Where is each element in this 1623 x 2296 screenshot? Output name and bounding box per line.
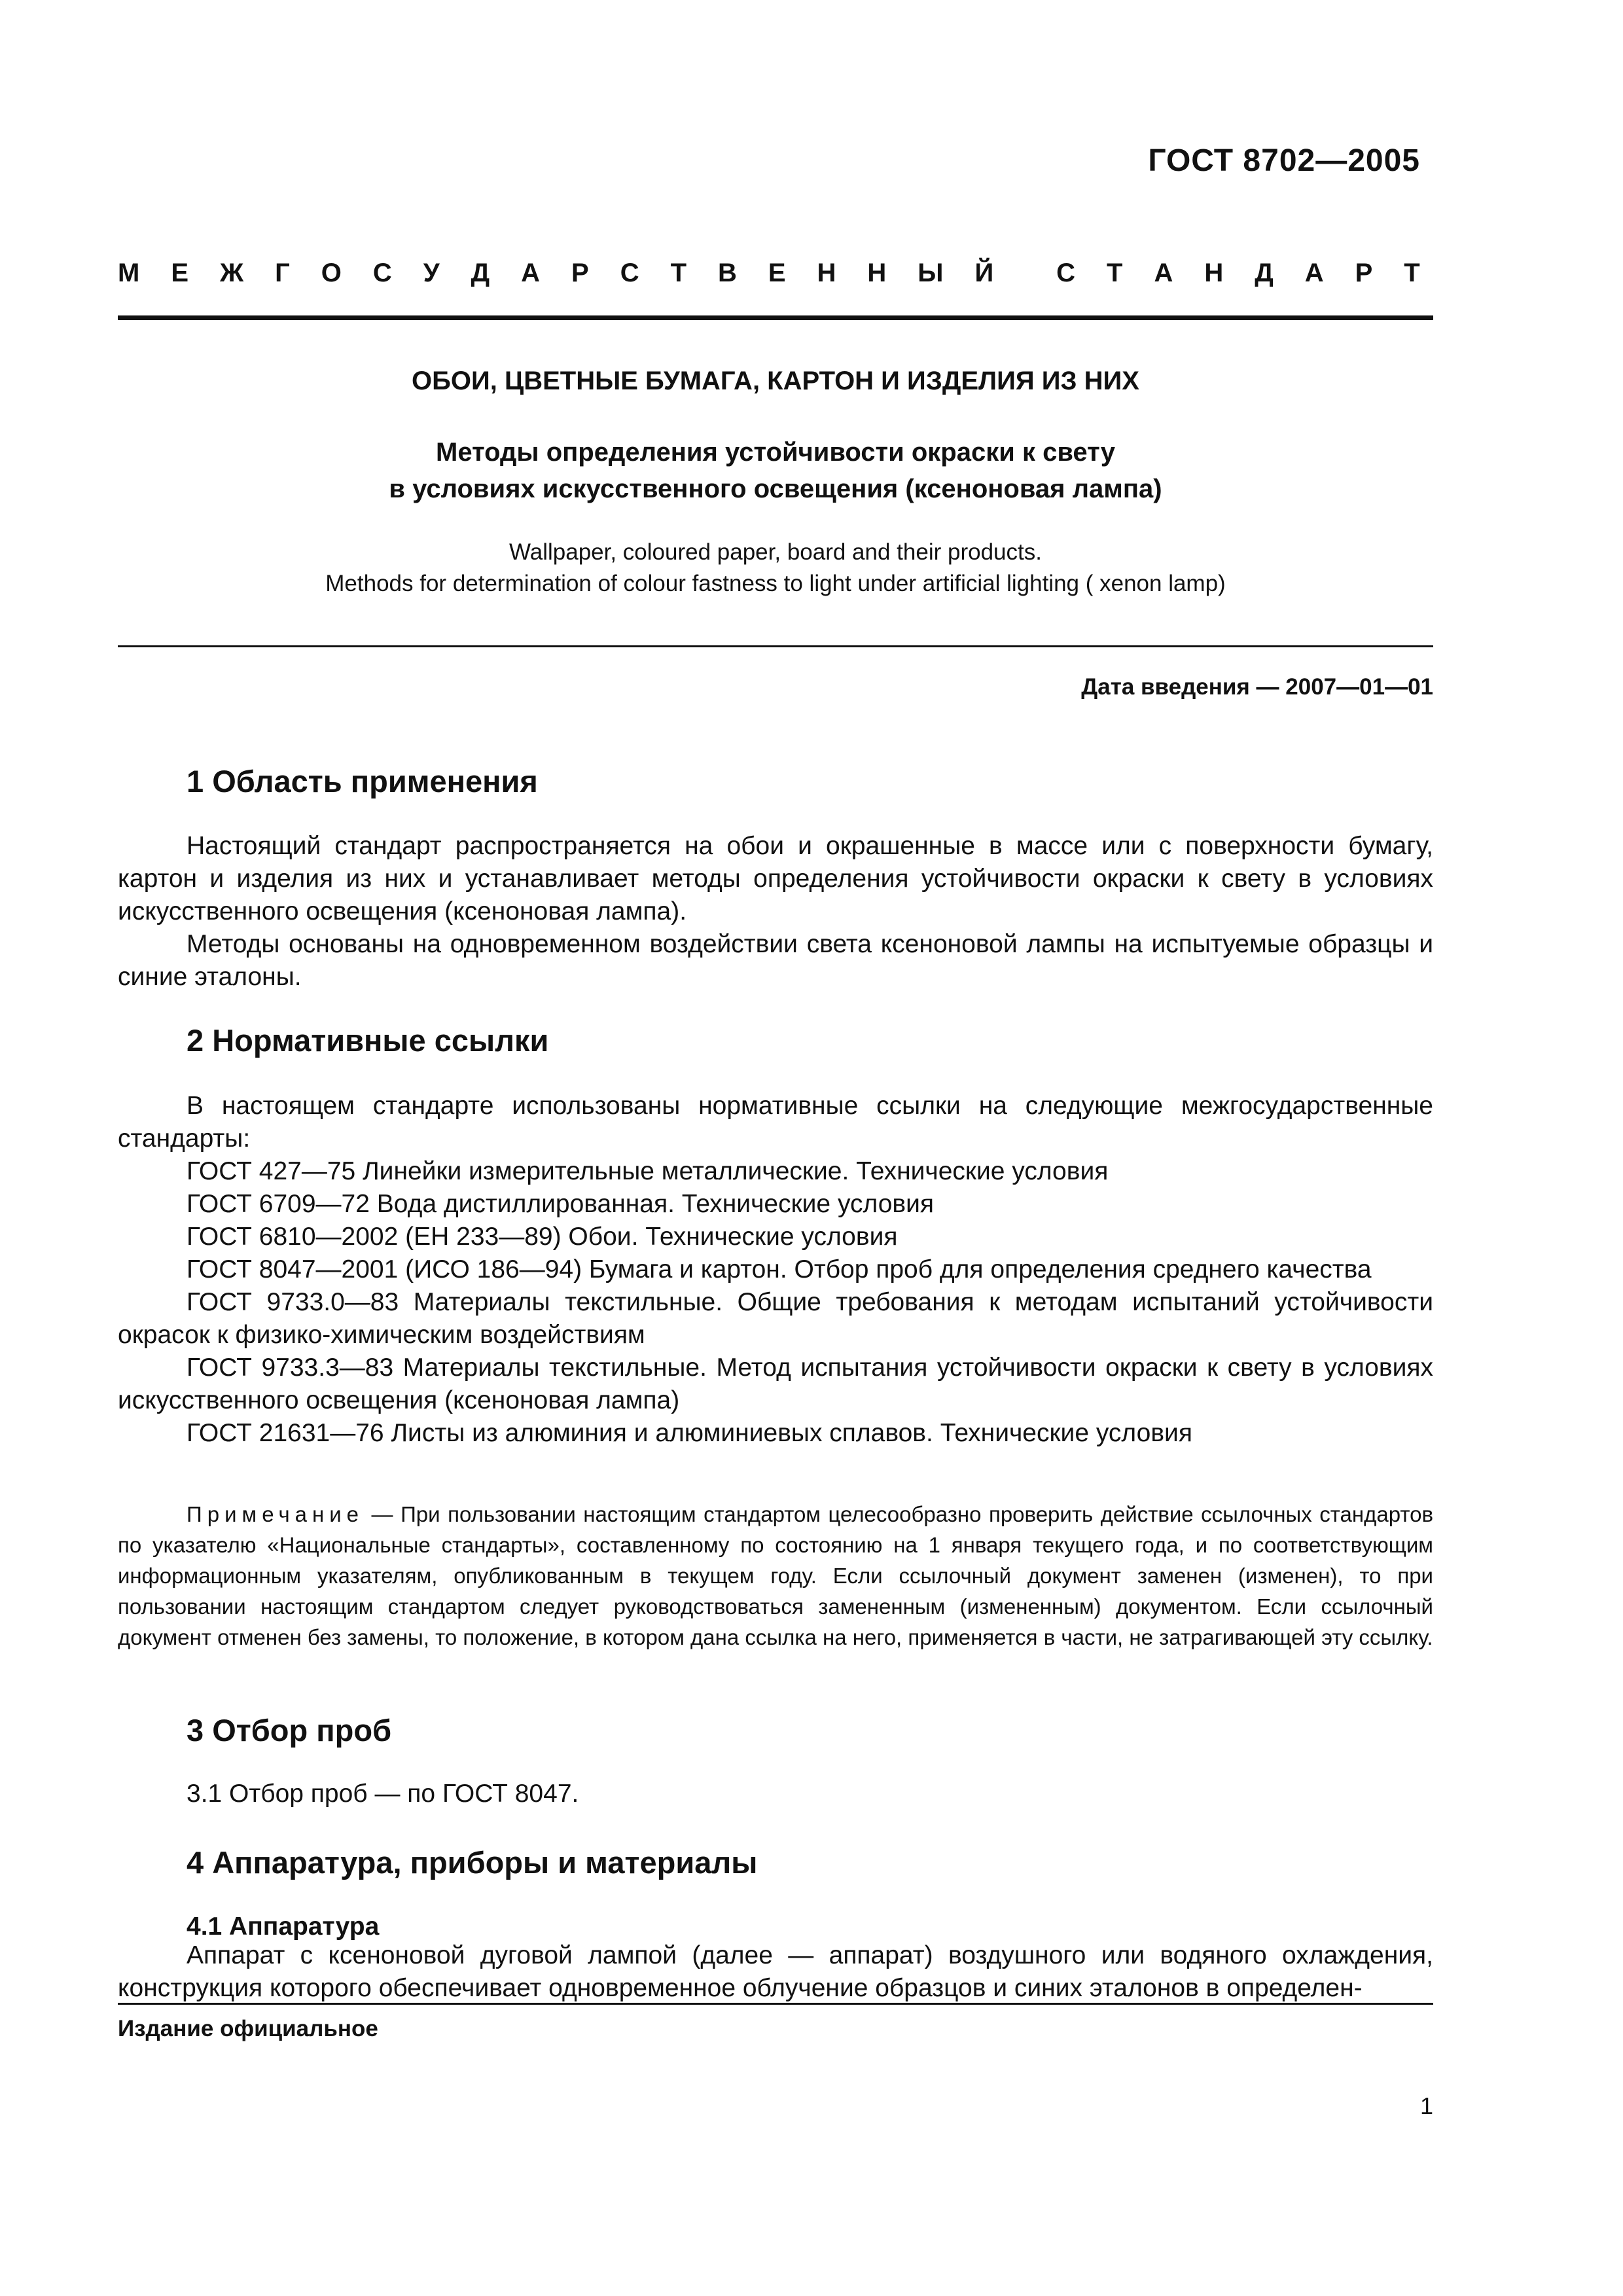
header-letter: Ы	[918, 259, 944, 287]
header-letter: У	[423, 259, 440, 287]
header-letter: А	[1154, 259, 1173, 287]
header-letter: Д	[1255, 259, 1274, 287]
subtitle-line-2: в условиях искусственного освещения (ксеноновая лампа)	[389, 475, 1162, 503]
english-title	[118, 537, 1433, 600]
section-1-heading: 1 Область применения	[187, 764, 538, 798]
header-letter: Р	[1355, 259, 1373, 287]
subtitle-line-1: Методы определения устойчивости окраски к свету	[436, 438, 1115, 467]
section-4-1-paragraph: Аппарат с ксеноновой дуговой лампой (далее — аппарат) воздушного или водяного охлаждения, конструкция которого обеспечивает одновременное облучение образцов и синих эталонов в определен-	[118, 1941, 1433, 2002]
section-4-heading: 4 Аппаратура, приборы и материалы	[187, 1845, 758, 1880]
header-letter: В	[717, 259, 737, 287]
header-letter: Е	[768, 259, 786, 287]
header-letter: С	[1056, 259, 1076, 287]
reference-item: ГОСТ 9733.3—83 Материалы текстильные. Метод испытания устойчивости окраски к свету в условиях искусственного освещения (ксеноновая лампа)	[118, 1354, 1433, 1414]
header-letter: Ж	[219, 259, 244, 287]
reference-item: ГОСТ 8047—2001 (ИСО 186—94) Бумага и картон. Отбор проб для определения среднего качества	[187, 1255, 1372, 1283]
section-1-paragraph-2: Методы основаны на одновременном воздействии света ксеноновой лампы на испытуемые образцы и синие эталоны.	[118, 930, 1433, 991]
section-2-body	[118, 1090, 1433, 1450]
header-letter: Е	[171, 259, 188, 287]
reference-item: ГОСТ 21631—76 Листы из алюминия и алюминиевых сплавов. Технические условия	[187, 1419, 1192, 1447]
header-letter: Н	[817, 259, 836, 287]
header-letter: Г	[275, 259, 290, 287]
section-1-body	[118, 830, 1433, 994]
section-2-intro: В настоящем стандарте использованы нормативные ссылки на следующие межгосударственные стандарты:	[118, 1092, 1433, 1153]
section-3-heading: 3 Отбор проб	[187, 1713, 392, 1748]
note-label: Примечание	[187, 1502, 365, 1526]
section-4-1-heading: 4.1 Аппаратура	[187, 1912, 380, 1941]
page-number: 1	[1419, 2092, 1433, 2119]
header-letter: Т	[1107, 259, 1123, 287]
header-letter: Д	[471, 259, 490, 287]
header-letter: С	[372, 259, 392, 287]
header-letter: С	[620, 259, 639, 287]
references-note	[118, 1499, 1433, 1653]
date-introduction: Дата введения — 2007—01—01	[1081, 674, 1433, 700]
header-letter: Н	[1204, 259, 1224, 287]
header-letter: Т	[1404, 259, 1420, 287]
gost-number: ГОСТ 8702—2005	[1148, 143, 1420, 178]
official-edition-label: Издание официальное	[118, 2016, 378, 2041]
section-3-paragraph: 3.1 Отбор проб — по ГОСТ 8047.	[187, 1780, 579, 1808]
header-letter: Р	[571, 259, 589, 287]
document-title: ОБОИ, ЦВЕТНЫЕ БУМАГА, КАРТОН И ИЗДЕЛИЯ ИЗ НИХ	[412, 367, 1139, 395]
reference-item: ГОСТ 6810—2002 (ЕН 233—89) Обои. Технические условия	[187, 1223, 898, 1251]
header-letter: А	[1304, 259, 1324, 287]
header-letter: Н	[867, 259, 887, 287]
header-letter: О	[321, 259, 342, 287]
header-letter: Й	[974, 259, 994, 287]
interstate-standard-header	[118, 259, 1420, 295]
header-letter: М	[118, 259, 140, 287]
header-letter: Т	[670, 259, 687, 287]
header-letter: А	[521, 259, 541, 287]
header-rule	[118, 315, 1433, 320]
reference-item: ГОСТ 427—75 Линейки измерительные металлические. Технические условия	[187, 1157, 1109, 1185]
reference-item: ГОСТ 6709—72 Вода дистиллированная. Технические условия	[187, 1190, 935, 1218]
title-rule	[118, 645, 1433, 647]
section-2-heading: 2 Нормативные ссылки	[187, 1023, 549, 1058]
note-text: — При пользовании настоящим стандартом целесообразно проверить действие ссылочных стандартов по указателю «Национальные стандарты», составленному по состоянию на 1 января текущего года, и по соответствующим информационным указателям, опубликованным в текущем году. Если ссылочный документ заменен (изменен), то при пользовании настоящим стандартом следует руководствоваться замененным (измененным) документом. Если ссылочный документ отменен без замены, то положение, в котором дана ссылка на него, применяется в части, не затрагивающей эту ссылку.	[118, 1502, 1433, 1649]
english-title-line-2: Methods for determination of colour fastness to light under artificial lighting ( xenon lamp)	[325, 571, 1226, 596]
reference-item: ГОСТ 9733.0—83 Материалы текстильные. Общие требования к методам испытаний устойчивости окрасок к физико-химическим воздействиям	[118, 1288, 1433, 1349]
footer-rule	[118, 2003, 1433, 2005]
document-subtitle	[118, 434, 1433, 507]
section-1-paragraph-1: Настоящий стандарт распространяется на обои и окрашенные в массе или с поверхности бумагу, картон и изделия из них и устанавливает методы определения устойчивости окраски к свету в условиях искусственного освещения (ксеноновая лампа).	[118, 832, 1433, 925]
english-title-line-1: Wallpaper, coloured paper, board and their products.	[509, 539, 1042, 565]
